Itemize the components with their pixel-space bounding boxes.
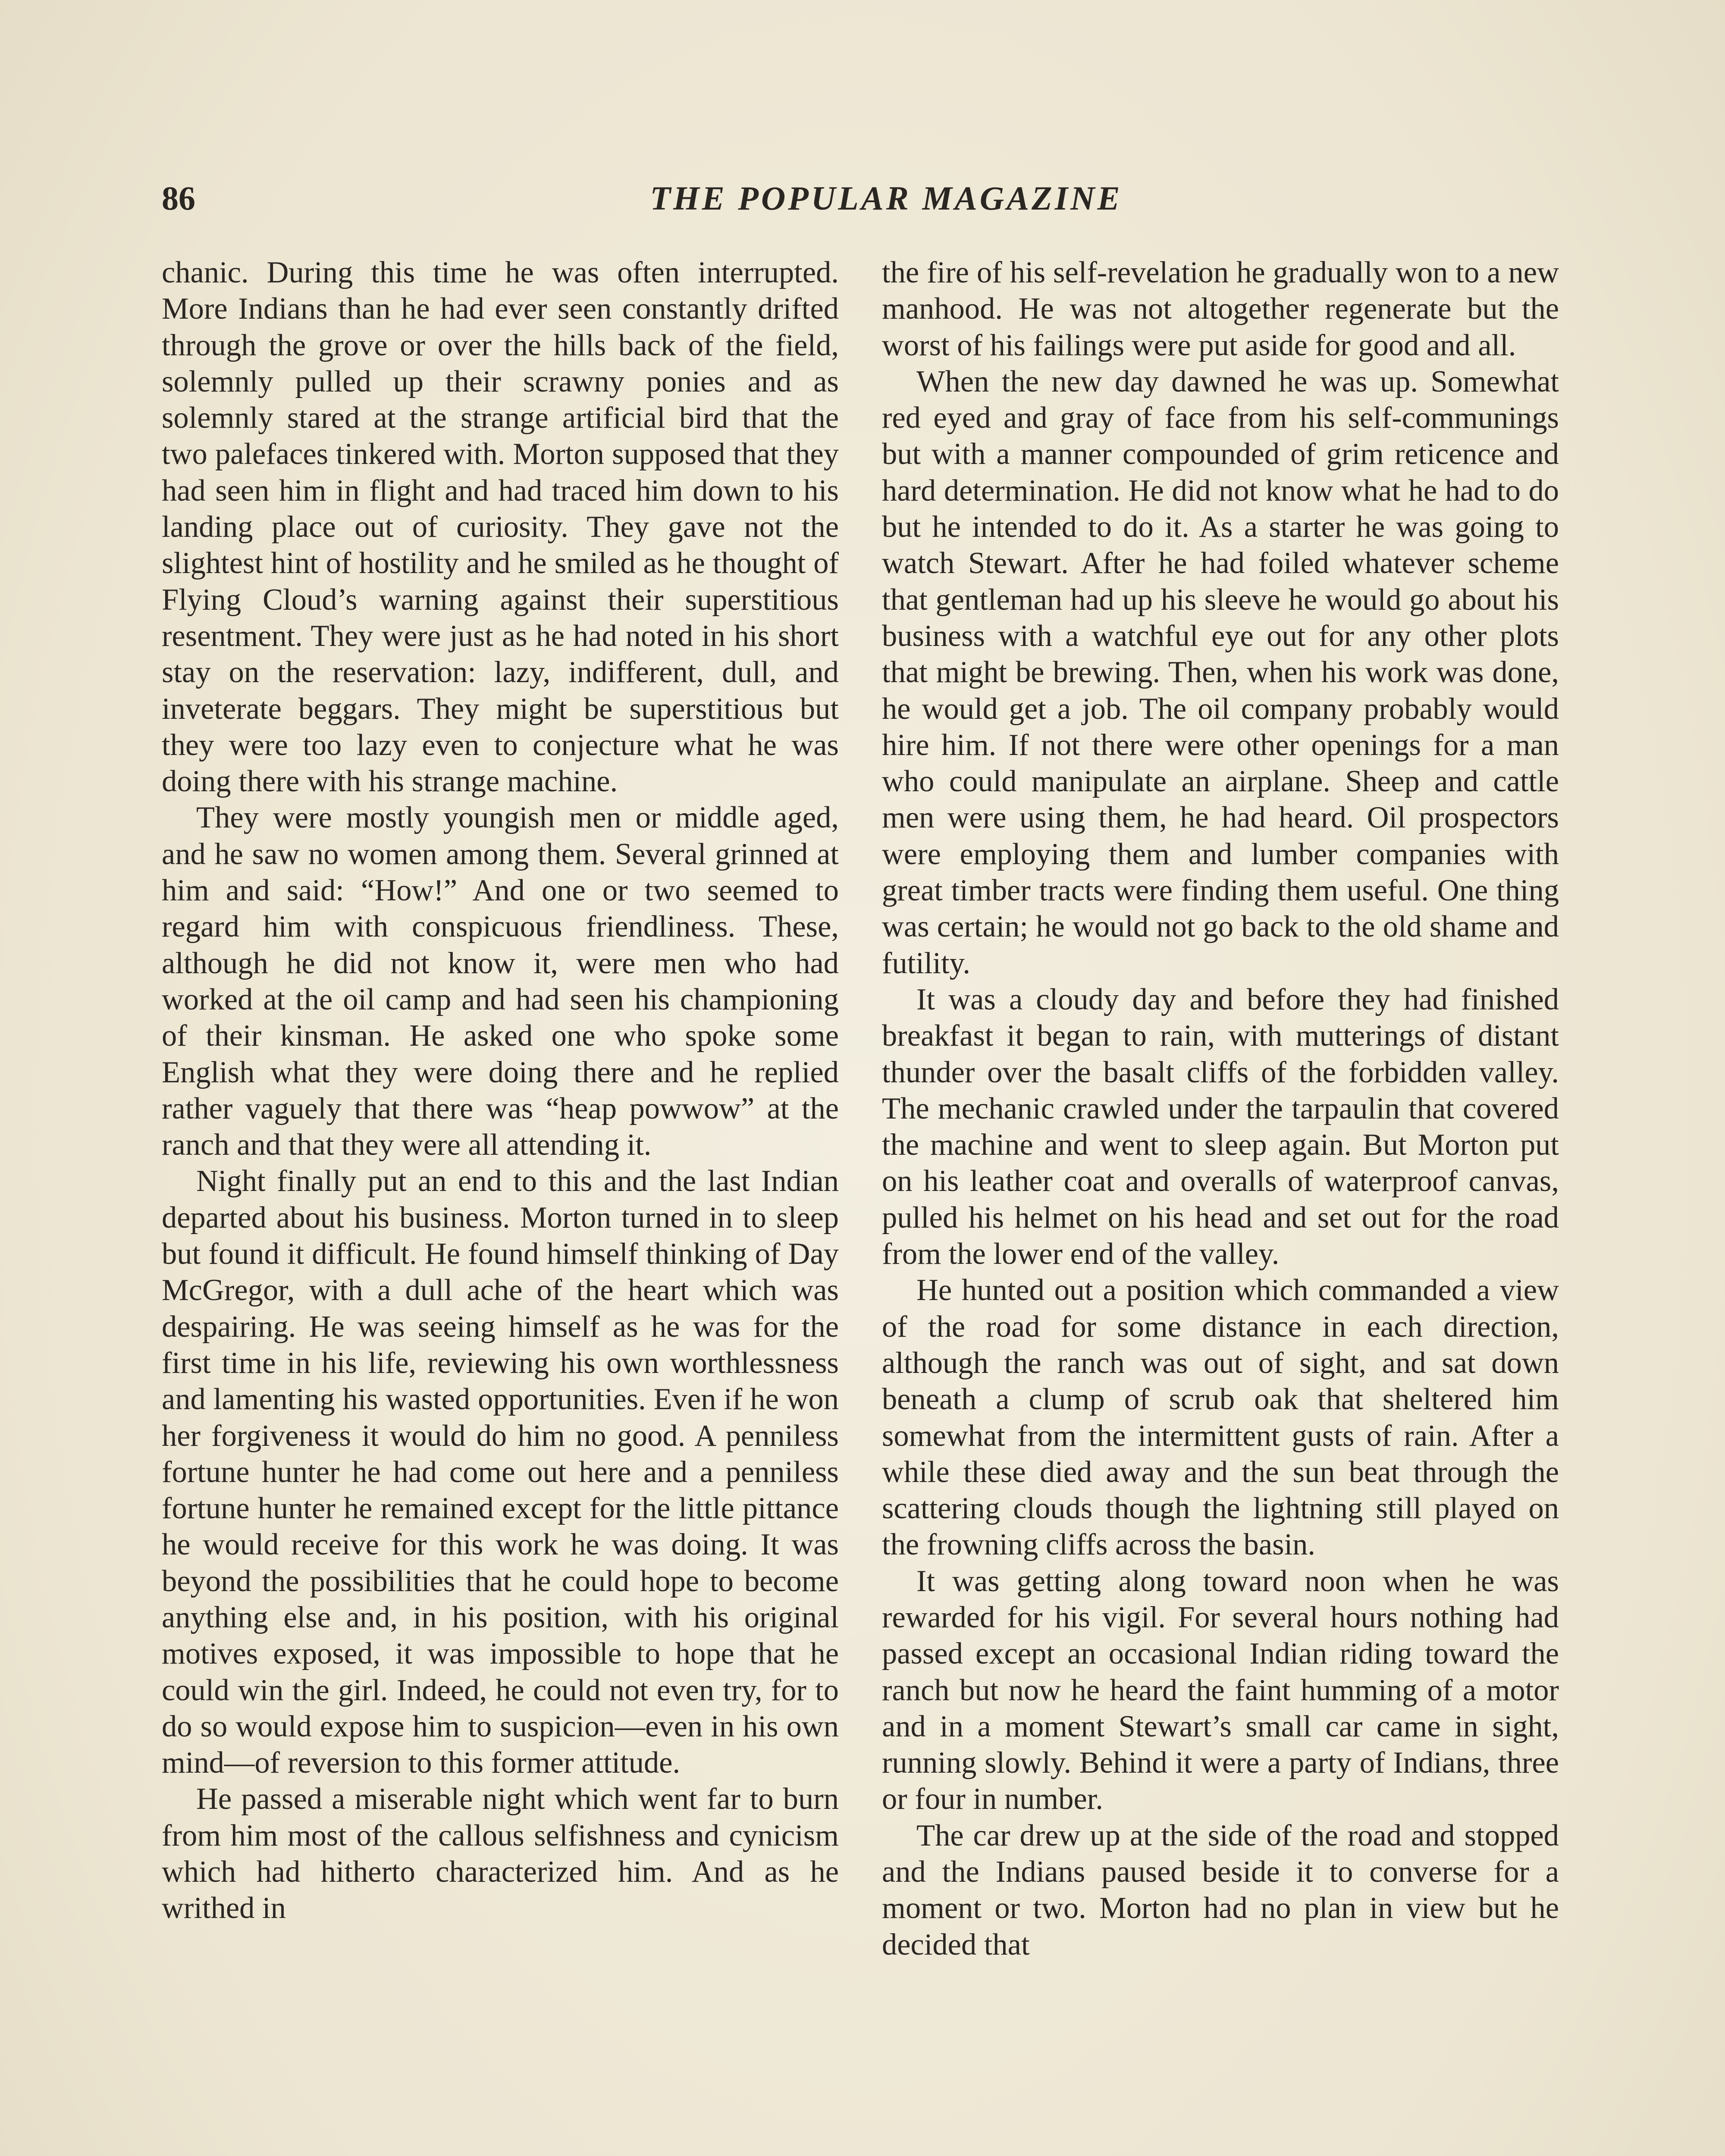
running-title: THE POPULAR MAGAZINE: [650, 179, 1123, 217]
paragraph: He passed a miserable night which went far to burn from him most of the callous selfishness and cynicism which had hitherto characterized him. And as he writhed in: [162, 1782, 839, 1925]
paragraph: The car drew up at the side of the road and stopped and the Indians paused beside it to converse for a moment or two. Morton had no plan in view but he decided that: [882, 1818, 1559, 1962]
paragraph: They were mostly youngish men or middle aged, and he saw no women among them. Several grinned at him and said: “How!” And one or two seemed to regard him with conspicuous friendliness. These, although he did not know it, were men who had worked at the oil camp and had seen his championing of their kinsman. He asked one who spoke some English what they were doing there and he replied rather vaguely that there was “heap powwow” at the ranch and that they were all attending it.: [162, 801, 839, 1162]
page-number: 86: [162, 179, 195, 217]
paragraph: chanic. During this time he was often interrupted. More Indians than he had ever seen constantly drifted through the grove or over the hills back of the field, solemnly pulled up their scrawny ponies and as solemnly stared at the strange artificial bird that the two palefaces tinkered with. Morton supposed that they had seen him in flight and had traced him down to his landing place out of curiosity. They gave not the slightest hint of hostility and he smiled as he thought of Flying Cloud’s warning against their superstitious resentment. They were just as he had noted in his short stay on the reservation: lazy, indifferent, dull, and inveterate beggars. They might be superstitious but they were too lazy even to conjecture what he was doing there with his strange machine.: [162, 256, 839, 799]
right-column: [882, 254, 1559, 2156]
paragraph: It was getting along toward noon when he was rewarded for his vigil. For several hours nothing had passed except an occasional Indian riding toward the ranch but now he heard the faint humming of a motor and in a moment Stewart’s small car came in sight, running slowly. Behind it were a party of Indians, three or four in number.: [882, 1564, 1559, 1816]
paragraph: Night finally put an end to this and the last Indian departed about his business. Morton turned in to sleep but found it difficult. He found himself thinking of Day McGregor, with a dull ache of the heart which was despairing. He was seeing himself as he was for the first time in his life, reviewing his own worthlessness and lamenting his wasted opportunities. Even if he won her forgiveness it would do him no good. A penniless fortune hunter he had come out here and a penniless fortune hunter he remained except for the little pittance he would receive for this work he was doing. It was beyond the possibilities that he could hope to become anything else and, in his position, with his original motives exposed, it was impossible to hope that he could win the girl. Indeed, he could not even try, for to do so would expose him to suspicion—even in his own mind—of reversion to this former attitude.: [162, 1164, 839, 1780]
page-header: [162, 175, 1563, 222]
left-column: [162, 254, 839, 2156]
paragraph: the fire of his self-revelation he gradually won to a new manhood. He was not altogether regenerate but the worst of his failings were put aside for good and all.: [882, 256, 1559, 362]
paragraph: When the new day dawned he was up. Somewhat red eyed and gray of face from his self-communings but with a manner compounded of grim reticence and hard determination. He did not know what he had to do but he intended to do it. As a starter he was going to watch Stewart. After he had foiled whatever scheme that gentleman had up his sleeve he would go about his business with a watchful eye out for any other plots that might be brewing. Then, when his work was done, he would get a job. The oil company probably would hire him. If not there were other openings for a man who could manipulate an airplane. Sheep and cattle men were using them, he had heard. Oil prospectors were employing them and lumber companies with great timber tracts were finding them useful. One thing was certain; he would not go back to the old shame and futility.: [882, 364, 1559, 980]
paragraph: He hunted out a position which commanded a view of the road for some distance in each direction, although the ranch was out of sight, and sat down beneath a clump of scrub oak that sheltered him somewhat from the intermittent gusts of rain. After a while these died away and the sun beat through the scattering clouds though the lightning still played on the frowning cliffs across the basin.: [882, 1273, 1559, 1562]
paragraph: It was a cloudy day and before they had finished breakfast it began to rain, with mutterings of distant thunder over the basalt cliffs of the forbidden valley. The mechanic crawled under the tarpaulin that covered the machine and went to sleep again. But Morton put on his leather coat and overalls of waterproof canvas, pulled his helmet on his head and set out for the road from the lower end of the valley.: [882, 982, 1559, 1271]
